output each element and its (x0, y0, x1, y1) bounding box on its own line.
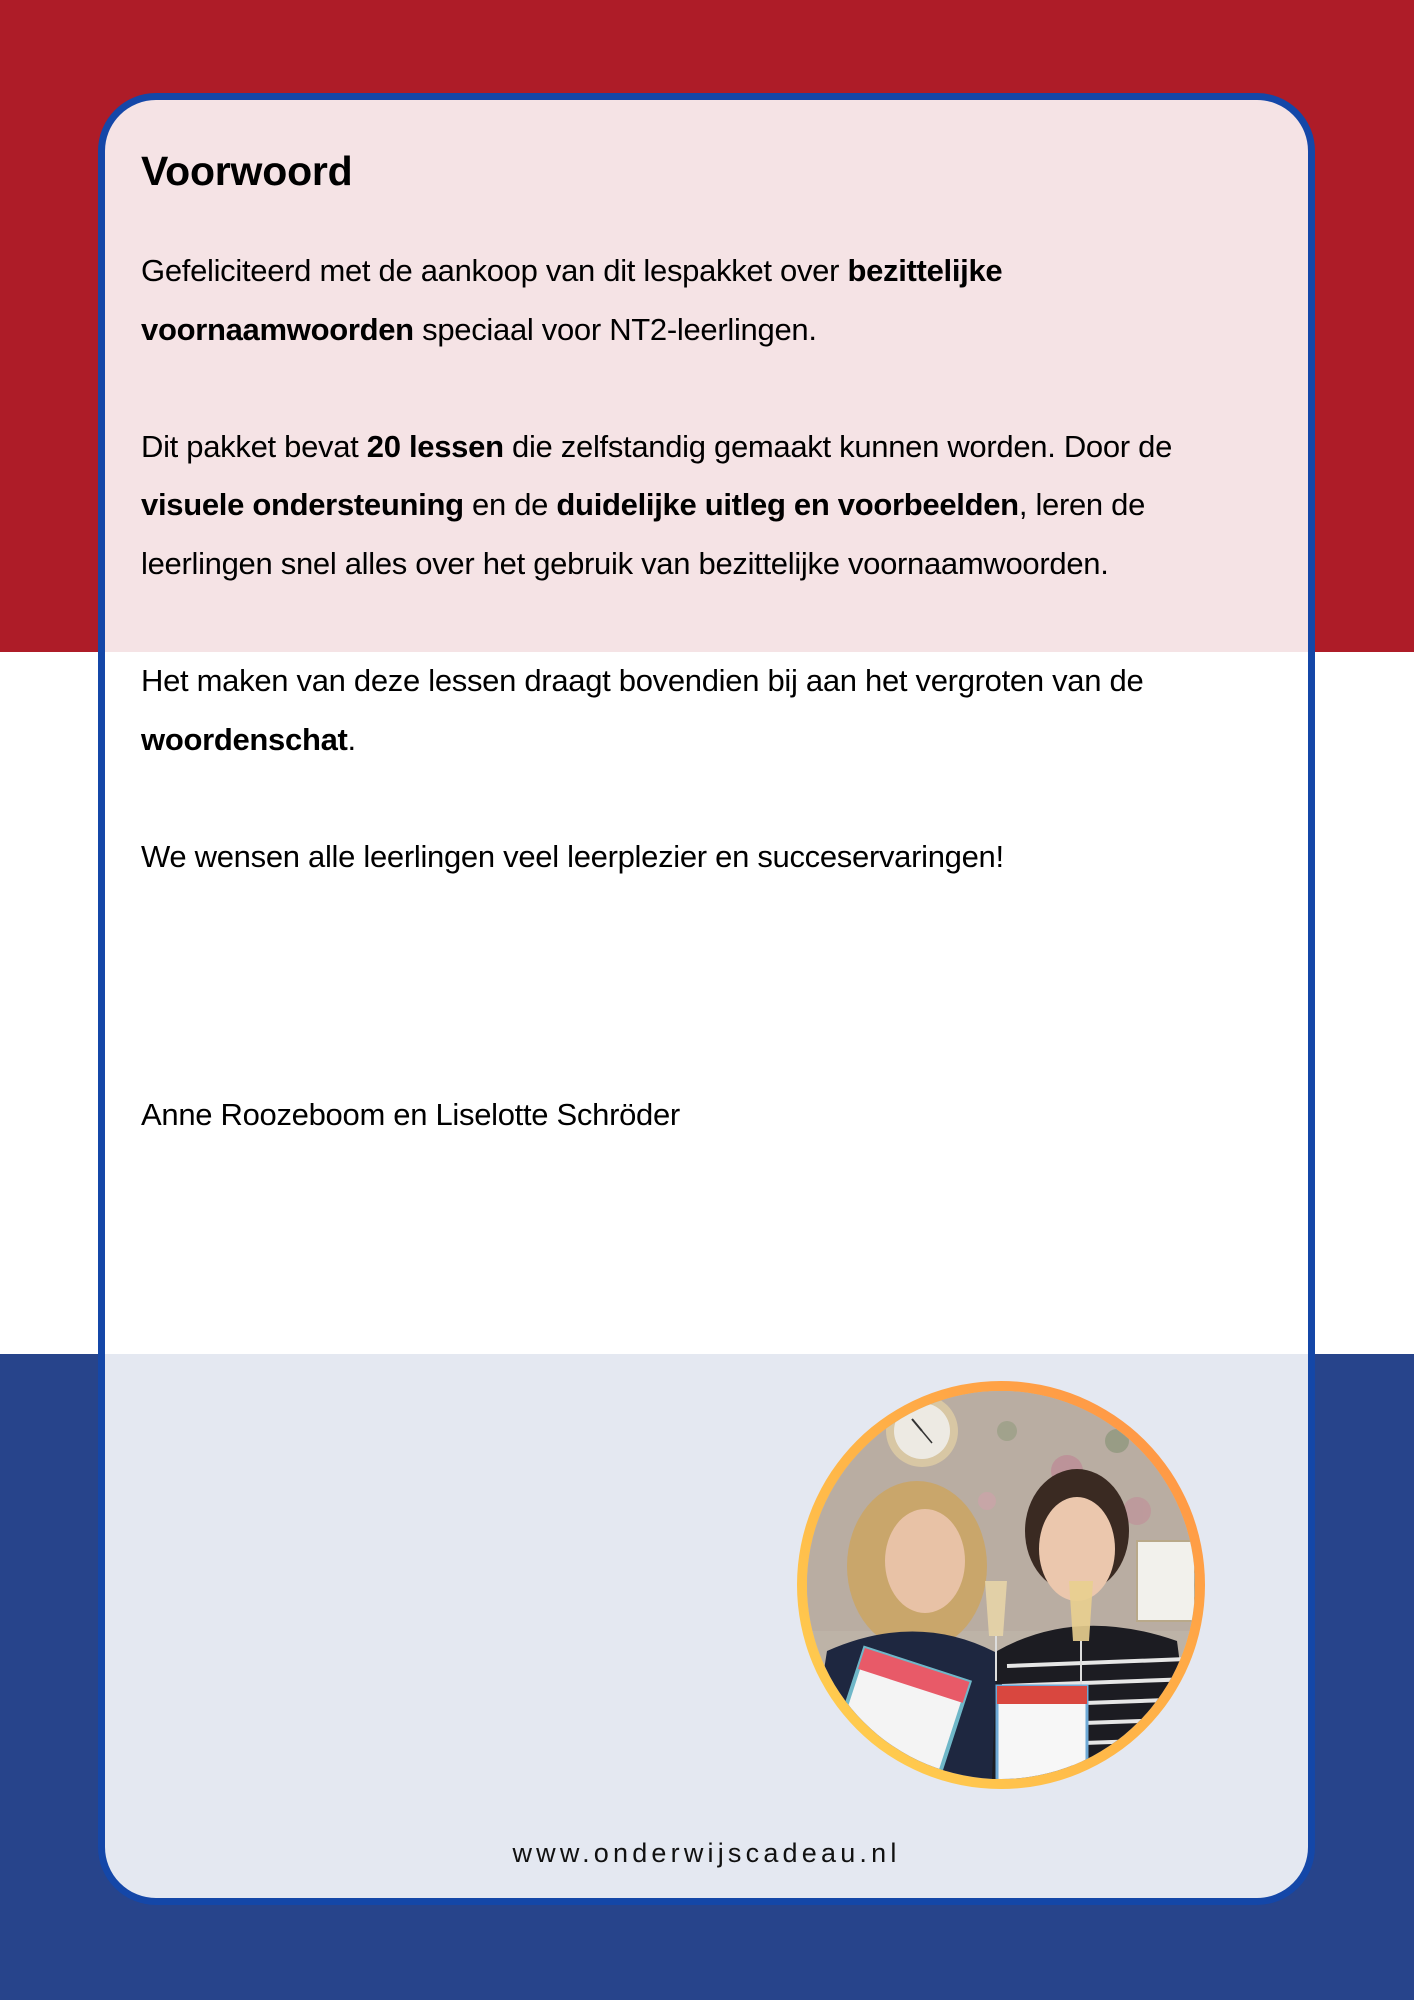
paragraph-4 (141, 828, 1271, 887)
emphasis-text: woordenschat (141, 721, 348, 757)
author-photo-frame (797, 1381, 1205, 1789)
text-segment: Dit pakket bevat (141, 428, 367, 464)
text-segment: We wensen alle leerlingen veel leerplezier en succeservaringen! (141, 838, 1004, 874)
author-photo (807, 1391, 1195, 1779)
text-segment: . (347, 721, 356, 757)
paragraph-2 (141, 418, 1271, 594)
emphasis-text: 20 lessen (366, 428, 504, 464)
text-segment: en de (463, 487, 557, 523)
foreword-card (98, 93, 1315, 1905)
text-segment: die zelfstandig gemaakt kunnen worden. Door de (503, 428, 1173, 464)
emphasis-text: bezittelijke voornaamwoorden (141, 253, 1003, 347)
paragraph-3 (141, 652, 1271, 769)
text-segment: speciaal voor NT2-leerlingen. (413, 311, 817, 347)
text-segment: Het maken van deze lessen draagt bovendien bij aan het vergroten van de (141, 663, 1144, 699)
website-link[interactable]: www.onderwijscadeau.nl (512, 1838, 901, 1868)
foreword-body (141, 242, 1271, 945)
photo-illustration (807, 1391, 1195, 1779)
text-segment: , leren de leerlingen snel alles over het gebruik van bezittelijke voornaamwoorden. (141, 487, 1146, 581)
emphasis-text: visuele ondersteuning (141, 487, 464, 523)
signature: Anne Roozeboom en Liselotte Schröder (141, 1097, 680, 1132)
paragraph-1 (141, 242, 1271, 359)
text-segment: Gefeliciteerd met de aankoop van dit lespakket over (141, 253, 848, 288)
emphasis-text: duidelijke uitleg en voorbeelden (556, 487, 1019, 523)
page-title: Voorwoord (141, 148, 353, 194)
